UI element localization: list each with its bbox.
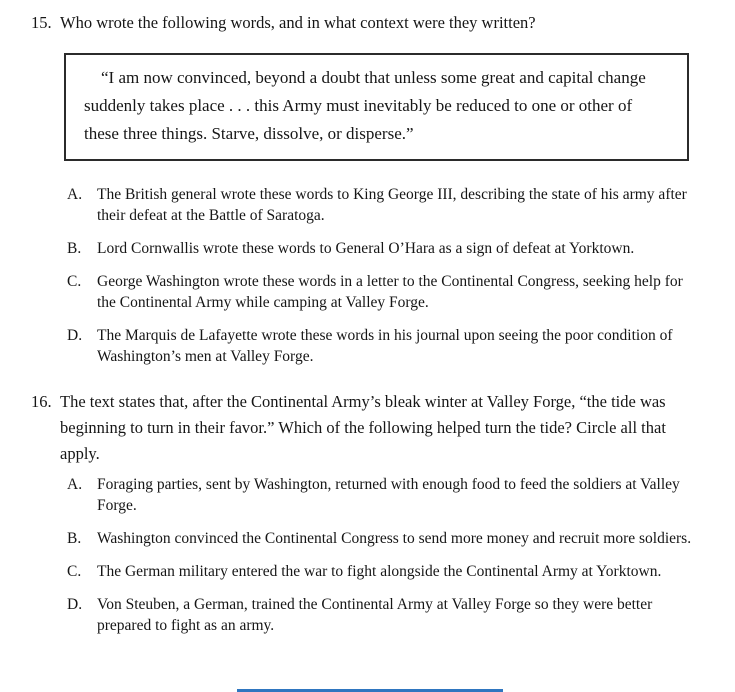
option-15-c-text: George Washington wrote these words in a letter to the Continental Congress, seeking help for the Continental Army while camping at Valley Forge. xyxy=(97,273,683,311)
option-16-b-letter: B. xyxy=(67,530,82,547)
option-16-d xyxy=(0,594,735,636)
option-15-b-text: Lord Cornwallis wrote these words to General O’Hara as a sign of defeat at Yorktown. xyxy=(97,240,635,257)
option-15-d-text: The Marquis de Lafayette wrote these words in his journal upon seeing the poor condition of Washington’s men at Valley Forge. xyxy=(97,327,673,365)
question-16-text: The text states that, after the Continental Army’s bleak winter at Valley Forge, “the tide was beginning to turn in their favor.” Which of the following helped turn the tide? Circle all that apply. xyxy=(60,392,666,463)
question-16-options xyxy=(0,474,735,636)
option-16-a-letter: A. xyxy=(67,476,83,493)
option-15-a-letter: A. xyxy=(67,186,83,203)
option-15-d xyxy=(0,325,735,367)
question-15-text: Who wrote the following words, and in what context were they written? xyxy=(60,13,536,32)
quote-box: “I am now convinced, beyond a doubt that unless some great and capital change suddenly takes place . . . this Army must inevitably be reduced to one or other of these three things. Starve, dissolve, or disperse.” xyxy=(64,53,689,161)
option-16-d-letter: D. xyxy=(67,596,83,613)
question-16-number: 16. xyxy=(31,392,52,411)
option-15-d-letter: D. xyxy=(67,327,83,344)
option-16-b-text: Washington convinced the Continental Congress to send more money and recruit more soldiers. xyxy=(97,530,692,547)
option-16-c-text: The German military entered the war to fight alongside the Continental Army at Yorktown. xyxy=(97,563,662,580)
option-15-b xyxy=(0,238,735,259)
option-15-b-letter: B. xyxy=(67,240,82,257)
option-15-c-letter: C. xyxy=(67,273,82,290)
option-16-a xyxy=(0,474,735,516)
question-16 xyxy=(0,389,735,467)
option-16-d-text: Von Steuben, a German, trained the Continental Army at Valley Forge so they were better prepared to fight as an army. xyxy=(97,596,653,634)
option-16-a-text: Foraging parties, sent by Washington, returned with enough food to feed the soldiers at Valley Forge. xyxy=(97,476,680,514)
option-16-c-letter: C. xyxy=(67,563,82,580)
option-15-c xyxy=(0,271,735,313)
question-15-number: 15. xyxy=(31,13,52,32)
option-15-a-text: The British general wrote these words to King George III, describing the state of his army after their defeat at the Battle of Saratoga. xyxy=(97,186,687,224)
question-15 xyxy=(0,0,735,36)
option-16-b xyxy=(0,528,735,549)
option-15-a xyxy=(0,184,735,226)
option-16-c xyxy=(0,561,735,582)
question-15-options xyxy=(0,184,735,367)
